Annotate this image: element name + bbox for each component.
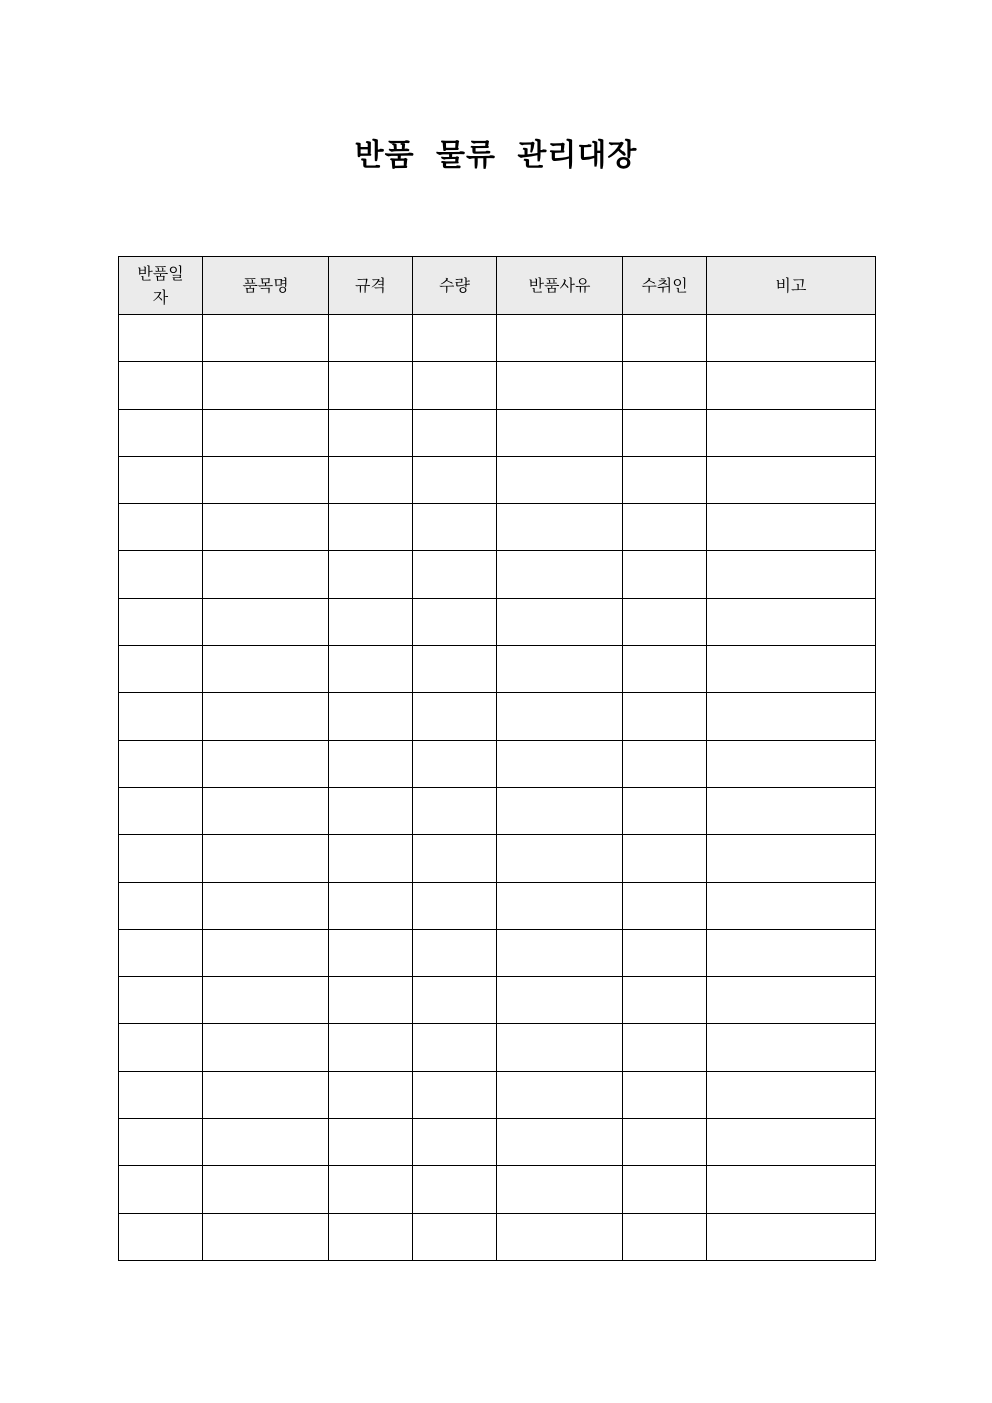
cell-remarks[interactable] xyxy=(707,835,876,882)
cell-item-name[interactable] xyxy=(203,740,329,787)
cell-recipient[interactable] xyxy=(623,787,707,834)
cell-specification[interactable] xyxy=(329,504,413,551)
cell-return-date[interactable] xyxy=(119,1119,203,1166)
cell-specification[interactable] xyxy=(329,740,413,787)
table-row xyxy=(119,504,876,551)
cell-return-date[interactable] xyxy=(119,1166,203,1213)
cell-recipient[interactable] xyxy=(623,504,707,551)
table-row xyxy=(119,598,876,645)
cell-remarks[interactable] xyxy=(707,646,876,693)
table-row xyxy=(119,929,876,976)
cell-specification[interactable] xyxy=(329,315,413,362)
cell-remarks[interactable] xyxy=(707,740,876,787)
table-row xyxy=(119,1119,876,1166)
cell-return-reason[interactable] xyxy=(497,1071,623,1118)
cell-quantity[interactable] xyxy=(413,551,497,598)
cell-return-date[interactable] xyxy=(119,977,203,1024)
header-specification: 규격 xyxy=(329,257,413,315)
return-logistics-ledger-table xyxy=(118,256,876,1261)
cell-specification[interactable] xyxy=(329,1166,413,1213)
cell-return-date[interactable] xyxy=(119,551,203,598)
cell-recipient[interactable] xyxy=(623,1071,707,1118)
cell-recipient[interactable] xyxy=(623,315,707,362)
header-item-name: 품목명 xyxy=(203,257,329,315)
cell-return-reason[interactable] xyxy=(497,693,623,740)
cell-return-date[interactable] xyxy=(119,929,203,976)
cell-specification[interactable] xyxy=(329,551,413,598)
cell-remarks[interactable] xyxy=(707,409,876,456)
cell-item-name[interactable] xyxy=(203,646,329,693)
cell-item-name[interactable] xyxy=(203,362,329,409)
cell-specification[interactable] xyxy=(329,693,413,740)
cell-remarks[interactable] xyxy=(707,1071,876,1118)
cell-quantity[interactable] xyxy=(413,1166,497,1213)
cell-remarks[interactable] xyxy=(707,977,876,1024)
table-row xyxy=(119,409,876,456)
cell-quantity[interactable] xyxy=(413,504,497,551)
table-row xyxy=(119,977,876,1024)
header-return-reason: 반품사유 xyxy=(497,257,623,315)
cell-remarks[interactable] xyxy=(707,882,876,929)
cell-remarks[interactable] xyxy=(707,929,876,976)
cell-quantity[interactable] xyxy=(413,1071,497,1118)
cell-remarks[interactable] xyxy=(707,456,876,503)
cell-item-name[interactable] xyxy=(203,977,329,1024)
cell-recipient[interactable] xyxy=(623,882,707,929)
cell-return-date[interactable] xyxy=(119,646,203,693)
cell-remarks[interactable] xyxy=(707,1024,876,1071)
cell-return-date[interactable] xyxy=(119,409,203,456)
cell-item-name[interactable] xyxy=(203,456,329,503)
cell-item-name[interactable] xyxy=(203,598,329,645)
cell-remarks[interactable] xyxy=(707,787,876,834)
cell-remarks[interactable] xyxy=(707,693,876,740)
table-row xyxy=(119,646,876,693)
cell-return-date[interactable] xyxy=(119,835,203,882)
table-row xyxy=(119,882,876,929)
table-body xyxy=(119,315,876,1261)
cell-specification[interactable] xyxy=(329,409,413,456)
cell-item-name[interactable] xyxy=(203,1119,329,1166)
cell-specification[interactable] xyxy=(329,929,413,976)
cell-return-reason[interactable] xyxy=(497,977,623,1024)
cell-item-name[interactable] xyxy=(203,409,329,456)
cell-return-reason[interactable] xyxy=(497,787,623,834)
cell-return-reason[interactable] xyxy=(497,882,623,929)
cell-specification[interactable] xyxy=(329,1119,413,1166)
cell-remarks[interactable] xyxy=(707,551,876,598)
cell-quantity[interactable] xyxy=(413,1119,497,1166)
table-row xyxy=(119,693,876,740)
cell-remarks[interactable] xyxy=(707,315,876,362)
cell-return-reason[interactable] xyxy=(497,646,623,693)
header-quantity: 수량 xyxy=(413,257,497,315)
cell-return-date[interactable] xyxy=(119,1024,203,1071)
cell-return-reason[interactable] xyxy=(497,1119,623,1166)
cell-item-name[interactable] xyxy=(203,1166,329,1213)
cell-return-date[interactable] xyxy=(119,504,203,551)
cell-return-date[interactable] xyxy=(119,1213,203,1260)
cell-return-date[interactable] xyxy=(119,1071,203,1118)
cell-return-reason[interactable] xyxy=(497,598,623,645)
cell-specification[interactable] xyxy=(329,835,413,882)
cell-item-name[interactable] xyxy=(203,1071,329,1118)
cell-return-date[interactable] xyxy=(119,362,203,409)
cell-quantity[interactable] xyxy=(413,835,497,882)
cell-return-date[interactable] xyxy=(119,787,203,834)
cell-specification[interactable] xyxy=(329,882,413,929)
cell-item-name[interactable] xyxy=(203,929,329,976)
header-recipient: 수취인 xyxy=(623,257,707,315)
cell-recipient[interactable] xyxy=(623,835,707,882)
cell-return-reason[interactable] xyxy=(497,1166,623,1213)
cell-quantity[interactable] xyxy=(413,646,497,693)
cell-recipient[interactable] xyxy=(623,551,707,598)
cell-item-name[interactable] xyxy=(203,551,329,598)
cell-specification[interactable] xyxy=(329,787,413,834)
cell-recipient[interactable] xyxy=(623,362,707,409)
cell-item-name[interactable] xyxy=(203,693,329,740)
cell-return-reason[interactable] xyxy=(497,740,623,787)
cell-specification[interactable] xyxy=(329,1071,413,1118)
table-row xyxy=(119,1213,876,1260)
table-row xyxy=(119,835,876,882)
cell-quantity[interactable] xyxy=(413,693,497,740)
table-row xyxy=(119,551,876,598)
cell-specification[interactable] xyxy=(329,1213,413,1260)
cell-quantity[interactable] xyxy=(413,977,497,1024)
cell-return-reason[interactable] xyxy=(497,456,623,503)
cell-return-date[interactable] xyxy=(119,693,203,740)
cell-item-name[interactable] xyxy=(203,1024,329,1071)
cell-return-reason[interactable] xyxy=(497,409,623,456)
cell-specification[interactable] xyxy=(329,362,413,409)
cell-item-name[interactable] xyxy=(203,835,329,882)
table-row xyxy=(119,1071,876,1118)
cell-remarks[interactable] xyxy=(707,362,876,409)
cell-quantity[interactable] xyxy=(413,740,497,787)
cell-item-name[interactable] xyxy=(203,315,329,362)
cell-specification[interactable] xyxy=(329,598,413,645)
cell-remarks[interactable] xyxy=(707,1213,876,1260)
cell-remarks[interactable] xyxy=(707,504,876,551)
cell-recipient[interactable] xyxy=(623,929,707,976)
cell-recipient[interactable] xyxy=(623,1166,707,1213)
cell-return-reason[interactable] xyxy=(497,504,623,551)
cell-return-reason[interactable] xyxy=(497,1213,623,1260)
table-row xyxy=(119,456,876,503)
cell-recipient[interactable] xyxy=(623,598,707,645)
cell-return-reason[interactable] xyxy=(497,1024,623,1071)
header-remarks: 비고 xyxy=(707,257,876,315)
cell-remarks[interactable] xyxy=(707,598,876,645)
cell-quantity[interactable] xyxy=(413,1024,497,1071)
cell-return-date[interactable] xyxy=(119,882,203,929)
cell-quantity[interactable] xyxy=(413,882,497,929)
cell-specification[interactable] xyxy=(329,646,413,693)
cell-return-date[interactable] xyxy=(119,598,203,645)
cell-specification[interactable] xyxy=(329,456,413,503)
table-header-row xyxy=(119,257,876,315)
cell-recipient[interactable] xyxy=(623,740,707,787)
cell-remarks[interactable] xyxy=(707,1166,876,1213)
cell-specification[interactable] xyxy=(329,977,413,1024)
cell-recipient[interactable] xyxy=(623,1119,707,1166)
cell-return-reason[interactable] xyxy=(497,835,623,882)
cell-return-date[interactable] xyxy=(119,740,203,787)
header-return-date: 반품일 자 xyxy=(119,257,203,315)
cell-recipient[interactable] xyxy=(623,977,707,1024)
cell-item-name[interactable] xyxy=(203,504,329,551)
cell-remarks[interactable] xyxy=(707,1119,876,1166)
cell-quantity[interactable] xyxy=(413,1213,497,1260)
cell-quantity[interactable] xyxy=(413,929,497,976)
cell-return-reason[interactable] xyxy=(497,362,623,409)
cell-quantity[interactable] xyxy=(413,456,497,503)
cell-return-reason[interactable] xyxy=(497,315,623,362)
cell-return-date[interactable] xyxy=(119,315,203,362)
cell-recipient[interactable] xyxy=(623,409,707,456)
cell-quantity[interactable] xyxy=(413,362,497,409)
cell-return-reason[interactable] xyxy=(497,551,623,598)
cell-item-name[interactable] xyxy=(203,1213,329,1260)
table-row xyxy=(119,362,876,409)
table-row xyxy=(119,787,876,834)
cell-item-name[interactable] xyxy=(203,787,329,834)
cell-recipient[interactable] xyxy=(623,456,707,503)
table-row xyxy=(119,1024,876,1071)
cell-recipient[interactable] xyxy=(623,646,707,693)
cell-quantity[interactable] xyxy=(413,409,497,456)
cell-item-name[interactable] xyxy=(203,882,329,929)
cell-quantity[interactable] xyxy=(413,598,497,645)
page-title: 반품 물류 관리대장 xyxy=(354,138,638,173)
cell-recipient[interactable] xyxy=(623,1024,707,1071)
cell-quantity[interactable] xyxy=(413,315,497,362)
cell-recipient[interactable] xyxy=(623,1213,707,1260)
cell-return-reason[interactable] xyxy=(497,929,623,976)
cell-recipient[interactable] xyxy=(623,693,707,740)
cell-specification[interactable] xyxy=(329,1024,413,1071)
table-row xyxy=(119,740,876,787)
table-row xyxy=(119,315,876,362)
table-row xyxy=(119,1166,876,1213)
cell-quantity[interactable] xyxy=(413,787,497,834)
cell-return-date[interactable] xyxy=(119,456,203,503)
